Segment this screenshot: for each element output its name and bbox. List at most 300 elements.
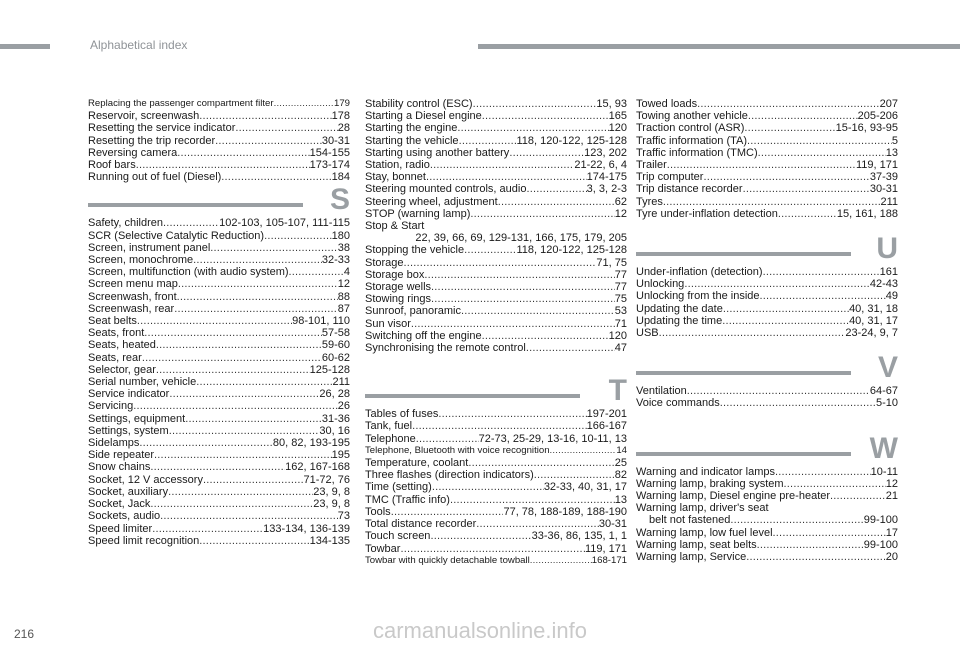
- index-entry-term: Station, radio: [365, 159, 430, 172]
- index-entry: [88, 303, 350, 315]
- index-entry-pages: 32-33: [321, 254, 350, 267]
- index-entry-term: Trip computer: [636, 171, 704, 184]
- index-entry: [636, 266, 898, 278]
- leader-dots: [530, 555, 592, 567]
- index-entry: [88, 266, 350, 278]
- leader-dots: [667, 159, 856, 171]
- leader-dots: [730, 514, 863, 526]
- index-entry-pages: 71: [614, 317, 627, 330]
- index-entry-pages: 80, 82, 193-195: [272, 437, 350, 450]
- index-entry-pages: 14: [616, 444, 627, 456]
- index-list-t: [365, 408, 627, 567]
- index-entry-pages: 168-171: [591, 554, 627, 566]
- leader-dots: [663, 196, 881, 208]
- index-entry-pages: 134-135: [309, 534, 350, 547]
- index-entry: [88, 110, 350, 122]
- index-entry-pages: 165: [608, 110, 627, 123]
- index-entry-term: Warning and indicator lamps: [636, 465, 775, 478]
- index-entry-pages: 3, 3, 2-3: [586, 183, 627, 196]
- index-entry: [88, 474, 350, 486]
- letter-rule: [636, 371, 851, 375]
- leader-dots: [144, 327, 322, 339]
- index-entry-pages: 75: [614, 293, 627, 306]
- index-entry-pages: 154-155: [309, 146, 350, 159]
- index-entry: [88, 147, 350, 159]
- index-entry-term: Tables of fuses: [365, 408, 439, 421]
- index-entry-term: Running out of fuel (Diesel): [88, 171, 222, 184]
- index-entry-pages: 60-62: [321, 351, 350, 364]
- leader-dots: [473, 98, 597, 110]
- index-entry-term: Telephone: [365, 432, 416, 445]
- leader-dots: [196, 376, 332, 388]
- index-entry-pages: 72-73, 25-29, 13-16, 10-11, 13: [478, 432, 627, 445]
- leader-dots: [550, 445, 617, 457]
- letter-u: U: [876, 232, 898, 266]
- letter-w: W: [869, 431, 898, 465]
- index-entry-term: Touch screen: [365, 530, 431, 543]
- leader-dots: [203, 474, 304, 486]
- index-entry: [365, 110, 627, 122]
- index-entry-pages: 174-175: [586, 171, 627, 184]
- index-entry-pages: 123, 202: [584, 146, 627, 159]
- index-entry-pages: 195: [331, 449, 350, 462]
- index-entry: [88, 122, 350, 134]
- leader-dots: [758, 147, 886, 159]
- index-entry-pages: 21: [885, 490, 898, 503]
- leader-dots: [154, 449, 332, 461]
- leader-dots: [687, 385, 870, 397]
- index-entry-pages: 64-67: [869, 385, 898, 398]
- leader-dots: [743, 183, 870, 195]
- leader-dots: [659, 327, 846, 339]
- index-column-2: [365, 98, 627, 567]
- index-entry-pages: 77: [614, 268, 627, 281]
- leader-dots: [457, 122, 608, 134]
- index-entry-term: Selector, gear: [88, 363, 156, 376]
- index-entry-term: Voice commands: [636, 397, 720, 410]
- leader-dots: [169, 388, 319, 400]
- index-entry-term: Updating the time: [636, 314, 723, 327]
- index-entry-term: Towbar with quickly detachable towball: [365, 554, 530, 566]
- index-entry-pages: 82: [614, 469, 627, 482]
- index-entry: [365, 305, 627, 317]
- index-entry: [365, 269, 627, 281]
- index-entry-term: Towing another vehicle: [636, 110, 748, 123]
- index-entry: [636, 98, 898, 110]
- leader-dots: [210, 242, 337, 254]
- index-entry-term: Total distance recorder: [365, 518, 477, 531]
- index-entry: [636, 159, 898, 171]
- index-entry: [365, 257, 627, 269]
- leader-dots: [431, 281, 615, 293]
- index-entry-pages: 23, 9, 8: [313, 485, 350, 498]
- index-entry: [636, 122, 898, 134]
- leader-dots: [137, 315, 292, 327]
- index-entry: [88, 449, 350, 461]
- index-entry: [88, 339, 350, 351]
- leader-dots: [169, 425, 320, 437]
- index-entry: [365, 196, 627, 208]
- index-entry: [636, 278, 898, 290]
- index-entry-pages: 98-101, 110: [292, 315, 350, 328]
- index-entry-pages: 30, 16: [319, 424, 350, 437]
- index-entry: [636, 502, 898, 514]
- index-entry-pages: 162, 167-168: [285, 461, 350, 474]
- index-entry-pages: 120: [608, 122, 627, 135]
- index-entry: [88, 352, 350, 364]
- index-entry-term: Switching off the engine: [365, 329, 482, 342]
- leader-dots: [778, 208, 837, 220]
- index-entry: [636, 490, 898, 502]
- index-entry-pages: 102-103, 105-107, 111-115: [219, 217, 350, 230]
- leader-dots: [193, 254, 322, 266]
- index-entry-term: Stowing rings: [365, 293, 432, 306]
- leader-dots: [221, 171, 331, 183]
- index-entry: [88, 230, 350, 242]
- index-entry-pages: 20: [885, 551, 898, 564]
- leader-dots: [482, 330, 609, 342]
- letter-s: S: [329, 183, 350, 217]
- index-entry: [365, 98, 627, 110]
- index-entry-term: Telephone, Bluetooth with voice recognition: [365, 444, 550, 456]
- index-entry-term: Steering wheel, adjustment: [365, 195, 498, 208]
- index-entry: [365, 293, 627, 305]
- index-list-s-cont: [365, 98, 627, 354]
- index-entry-term: Warning lamp, seat belts: [636, 538, 757, 551]
- index-entry-term: Stop & Start: [365, 220, 425, 233]
- leader-dots: [424, 269, 614, 281]
- index-entry-pages: 87: [337, 302, 350, 315]
- index-entry-term: Temperature, coolant: [365, 457, 469, 470]
- leader-dots: [150, 498, 313, 510]
- index-entry-term: Time (setting): [365, 481, 432, 494]
- leader-dots: [763, 266, 880, 278]
- index-entry-term: Traffic information (TA): [636, 134, 748, 147]
- leader-dots: [152, 523, 263, 535]
- index-entry: [365, 518, 627, 530]
- letter-rule: [636, 452, 851, 456]
- index-list-v: [636, 385, 898, 409]
- leader-dots: [264, 230, 332, 242]
- index-entry-pages: 17: [885, 526, 898, 539]
- index-entry-pages: 57-58: [321, 327, 350, 340]
- index-entry-term: Seats, rear: [88, 351, 142, 364]
- index-entry-term: USB: [636, 327, 659, 340]
- leader-dots: [509, 147, 584, 159]
- index-entry: [365, 433, 627, 445]
- index-entry: [365, 318, 627, 330]
- leader-dots: [156, 364, 310, 376]
- index-entry: [88, 135, 350, 147]
- leader-dots: [438, 408, 586, 420]
- index-entry: [636, 135, 898, 147]
- index-entry: [365, 543, 627, 555]
- index-entry-term: Seats, heated: [88, 339, 156, 352]
- index-list-t-cont: [636, 98, 898, 220]
- index-entry-term: Side repeater: [88, 449, 155, 462]
- leader-dots: [432, 481, 544, 493]
- index-entry-term: TMC (Traffic info): [365, 493, 450, 506]
- index-entry-term: Service indicator: [88, 388, 170, 401]
- index-entry-pages: 32-33, 40, 31, 17: [543, 481, 627, 494]
- index-entry: [636, 466, 898, 478]
- index-entry: [88, 400, 350, 412]
- index-entry-pages: 161: [879, 266, 898, 279]
- index-entry: [365, 457, 627, 469]
- leader-dots: [703, 171, 869, 183]
- index-column-3: [636, 98, 898, 563]
- index-entry-term: Seats, front: [88, 327, 145, 340]
- leader-dots: [400, 543, 585, 555]
- letter-rule: [88, 203, 303, 207]
- index-entry: [365, 171, 627, 183]
- index-entry: [88, 535, 350, 547]
- index-entry-pages: 23, 9, 8: [313, 498, 350, 511]
- index-entry-pages: 28: [337, 122, 350, 135]
- leader-dots: [430, 530, 531, 542]
- index-entry: [636, 171, 898, 183]
- index-entry: [88, 425, 350, 437]
- leader-dots: [431, 293, 615, 305]
- index-entry: [88, 315, 350, 327]
- leader-dots: [476, 518, 599, 530]
- index-entry-term: Socket, Jack: [88, 498, 151, 511]
- index-entry-term: Resetting the service indicator: [88, 122, 236, 135]
- index-entry-pages: 5-10: [875, 397, 898, 410]
- index-entry-term: Sockets, audio: [88, 510, 161, 523]
- index-entry-term: Trip distance recorder: [636, 183, 743, 196]
- index-entry-pages: 166-167: [586, 420, 627, 433]
- index-entry-pages-continued: 22, 39, 66, 69, 129-131, 166, 175, 179, 205: [415, 232, 627, 245]
- index-entry-term: belt not fastened: [649, 514, 731, 527]
- leader-dots: [450, 494, 615, 506]
- index-entry-term: Towed loads: [636, 98, 698, 110]
- index-entry-pages: 26, 28: [319, 388, 350, 401]
- index-entry-term: Traffic information (TMC): [636, 146, 758, 159]
- index-entry: [636, 303, 898, 315]
- letter-header-w: [636, 410, 898, 466]
- index-entry-term: Settings, system: [88, 424, 169, 437]
- leader-dots: [289, 266, 344, 278]
- index-entry: [88, 291, 350, 303]
- index-entry-term: Screen, instrument panel: [88, 241, 211, 254]
- index-entry-term: Stay, bonnet: [365, 171, 426, 184]
- index-entry: [365, 342, 627, 354]
- index-entry: [88, 486, 350, 498]
- index-entry-term: Warning lamp, Diesel engine pre-heater: [636, 490, 831, 503]
- index-entry-term: Screen, monochrome: [88, 254, 194, 267]
- index-entry-term: Synchronising the remote control: [365, 342, 526, 355]
- index-entry-pages: 26: [337, 400, 350, 413]
- section-title: Alphabetical index: [90, 38, 188, 52]
- index-entry: [365, 122, 627, 134]
- index-entry-pages: 31-36: [321, 412, 350, 425]
- leader-dots: [168, 486, 313, 498]
- index-entry-term: Starting the engine: [365, 122, 458, 135]
- index-entry-pages: 12: [614, 207, 627, 220]
- index-entry: [365, 281, 627, 293]
- index-entry-pages: 12: [885, 477, 898, 490]
- index-entry: [365, 330, 627, 342]
- leader-dots: [526, 342, 615, 354]
- index-entry-pages: 33-36, 86, 135, 1, 1: [531, 530, 627, 543]
- index-entry: [636, 551, 898, 563]
- index-entry-term: Servicing: [88, 400, 134, 413]
- index-entry-pages: 15-16, 93-95: [835, 122, 898, 135]
- header-rule-left: [0, 44, 50, 49]
- index-entry-term: Tyres: [636, 195, 663, 208]
- index-entry-term: Updating the date: [636, 302, 723, 315]
- index-entry-pages: 207: [879, 98, 898, 110]
- index-entry-pages: 12: [337, 278, 350, 291]
- index-entry: [365, 183, 627, 195]
- index-entry-pages: 49: [885, 290, 898, 303]
- index-entry-term: Roof bars: [88, 159, 136, 172]
- index-entry: [636, 290, 898, 302]
- index-entry: [365, 135, 627, 147]
- index-entry-term: Towbar: [365, 542, 401, 555]
- leader-dots: [760, 290, 886, 302]
- index-entry: [365, 530, 627, 542]
- index-entry-term: Reversing camera: [88, 146, 178, 159]
- leader-dots: [199, 535, 309, 547]
- leader-dots: [746, 551, 886, 563]
- leader-dots: [235, 122, 337, 134]
- leader-dots: [178, 278, 338, 290]
- index-list-r: [88, 98, 350, 183]
- index-entry-term: Seat belts: [88, 315, 137, 328]
- index-entry-pages: 40, 31, 18: [849, 302, 898, 315]
- index-entry: [636, 110, 898, 122]
- leader-dots: [697, 98, 879, 110]
- index-entry-term: Speed limiter: [88, 522, 153, 535]
- index-entry-pages: 205-206: [857, 110, 898, 123]
- index-entry: [88, 413, 350, 425]
- leader-dots: [160, 510, 338, 522]
- header-rule-right: [478, 44, 960, 49]
- index-entry: [88, 254, 350, 266]
- index-entry-pages: 10-11: [870, 465, 898, 478]
- index-entry-pages: 71, 75: [596, 256, 627, 269]
- leader-dots: [133, 400, 338, 412]
- index-entry-term: Starting a Diesel engine: [365, 110, 482, 123]
- index-entry: [88, 327, 350, 339]
- index-entry-pages: 120: [608, 329, 627, 342]
- index-entry-pages: 47: [614, 342, 627, 355]
- index-entry-term: Screenwash, rear: [88, 302, 175, 315]
- leader-dots: [426, 171, 587, 183]
- index-entry: [636, 385, 898, 397]
- index-entry: [636, 478, 898, 490]
- index-entry: [636, 514, 898, 526]
- index-entry-pages: 118, 120-122, 125-128: [516, 244, 627, 257]
- index-entry-pages: 99-100: [863, 538, 898, 551]
- index-entry: [636, 147, 898, 159]
- watermark: carmanualsonline.info: [372, 618, 588, 643]
- leader-dots: [464, 244, 516, 256]
- index-entry-term: Speed limit recognition: [88, 534, 200, 547]
- index-entry: [365, 445, 627, 457]
- index-entry: [88, 242, 350, 254]
- index-entry-term: Sun visor: [365, 317, 411, 330]
- leader-dots: [430, 159, 575, 171]
- index-entry-term: Stability control (ESC): [365, 98, 473, 110]
- index-entry: [88, 376, 350, 388]
- index-entry: [636, 539, 898, 551]
- index-entry-pages: 21-22, 6, 4: [574, 159, 627, 172]
- index-entry: [636, 196, 898, 208]
- index-entry-pages: 125-128: [309, 363, 350, 376]
- leader-dots: [412, 420, 587, 432]
- letter-rule: [636, 252, 851, 256]
- index-entry-pages: 30-31: [869, 183, 898, 196]
- leader-dots: [775, 466, 871, 478]
- leader-dots: [830, 490, 886, 502]
- index-entry: [365, 208, 627, 220]
- leader-dots: [526, 183, 586, 195]
- index-entry-pages: 5: [891, 134, 898, 147]
- index-entry-term: Socket, 12 V accessory: [88, 473, 203, 486]
- letter-header-u: [636, 220, 898, 266]
- index-entry-pages: 59-60: [321, 339, 350, 352]
- leader-dots: [163, 217, 219, 229]
- leader-dots: [461, 305, 615, 317]
- leader-dots: [744, 122, 835, 134]
- index-entry: [88, 159, 350, 171]
- index-entry-pages: 71-72, 76: [303, 473, 350, 486]
- index-entry-pages: 25: [614, 457, 627, 470]
- index-entry-pages: 77, 78, 188-189, 188-190: [503, 505, 627, 518]
- leader-dots: [150, 461, 285, 473]
- index-entry-pages: 30-31: [321, 134, 350, 147]
- leader-dots: [720, 397, 876, 409]
- index-entry-term: Under-inflation (detection): [636, 266, 763, 279]
- leader-dots: [498, 196, 615, 208]
- index-entry-pages: 38: [337, 241, 350, 254]
- index-entry-term: Warning lamp, low fuel level: [636, 526, 773, 539]
- index-entry-term: Serial number, vehicle: [88, 376, 197, 389]
- index-entry: [365, 469, 627, 481]
- leader-dots: [199, 110, 331, 122]
- leader-dots: [156, 339, 322, 351]
- index-entry-term: Three flashes (direction indicators): [365, 469, 534, 482]
- index-entry-pages: 23-24, 9, 7: [845, 327, 898, 340]
- leader-dots: [784, 478, 886, 490]
- letter-t: T: [608, 374, 627, 408]
- index-entry-term: Reservoir, screenwash: [88, 110, 200, 123]
- index-entry: [88, 171, 350, 183]
- index-entry-term: Warning lamp, driver's seat: [636, 502, 769, 515]
- index-entry-term: Starting using another battery: [365, 146, 510, 159]
- index-entry: [636, 208, 898, 220]
- leader-dots: [177, 147, 309, 159]
- index-entry: [365, 506, 627, 518]
- index-entry: [88, 388, 350, 400]
- index-entry: [636, 327, 898, 339]
- index-entry-pages: 13: [885, 146, 898, 159]
- index-column-1: [88, 98, 350, 547]
- index-entry-term: Replacing the passenger compartment filter: [88, 98, 274, 109]
- index-entry-term: Ventilation: [636, 385, 687, 398]
- index-entry-term: Tools: [365, 505, 391, 518]
- letter-header-t: [365, 354, 627, 408]
- index-entry-pages: 37-39: [869, 171, 898, 184]
- index-entry: [88, 364, 350, 376]
- index-entry: [88, 278, 350, 290]
- index-entry-pages: 62: [614, 195, 627, 208]
- index-entry-pages: 173-174: [309, 159, 350, 172]
- index-entry-pages: 13: [614, 493, 627, 506]
